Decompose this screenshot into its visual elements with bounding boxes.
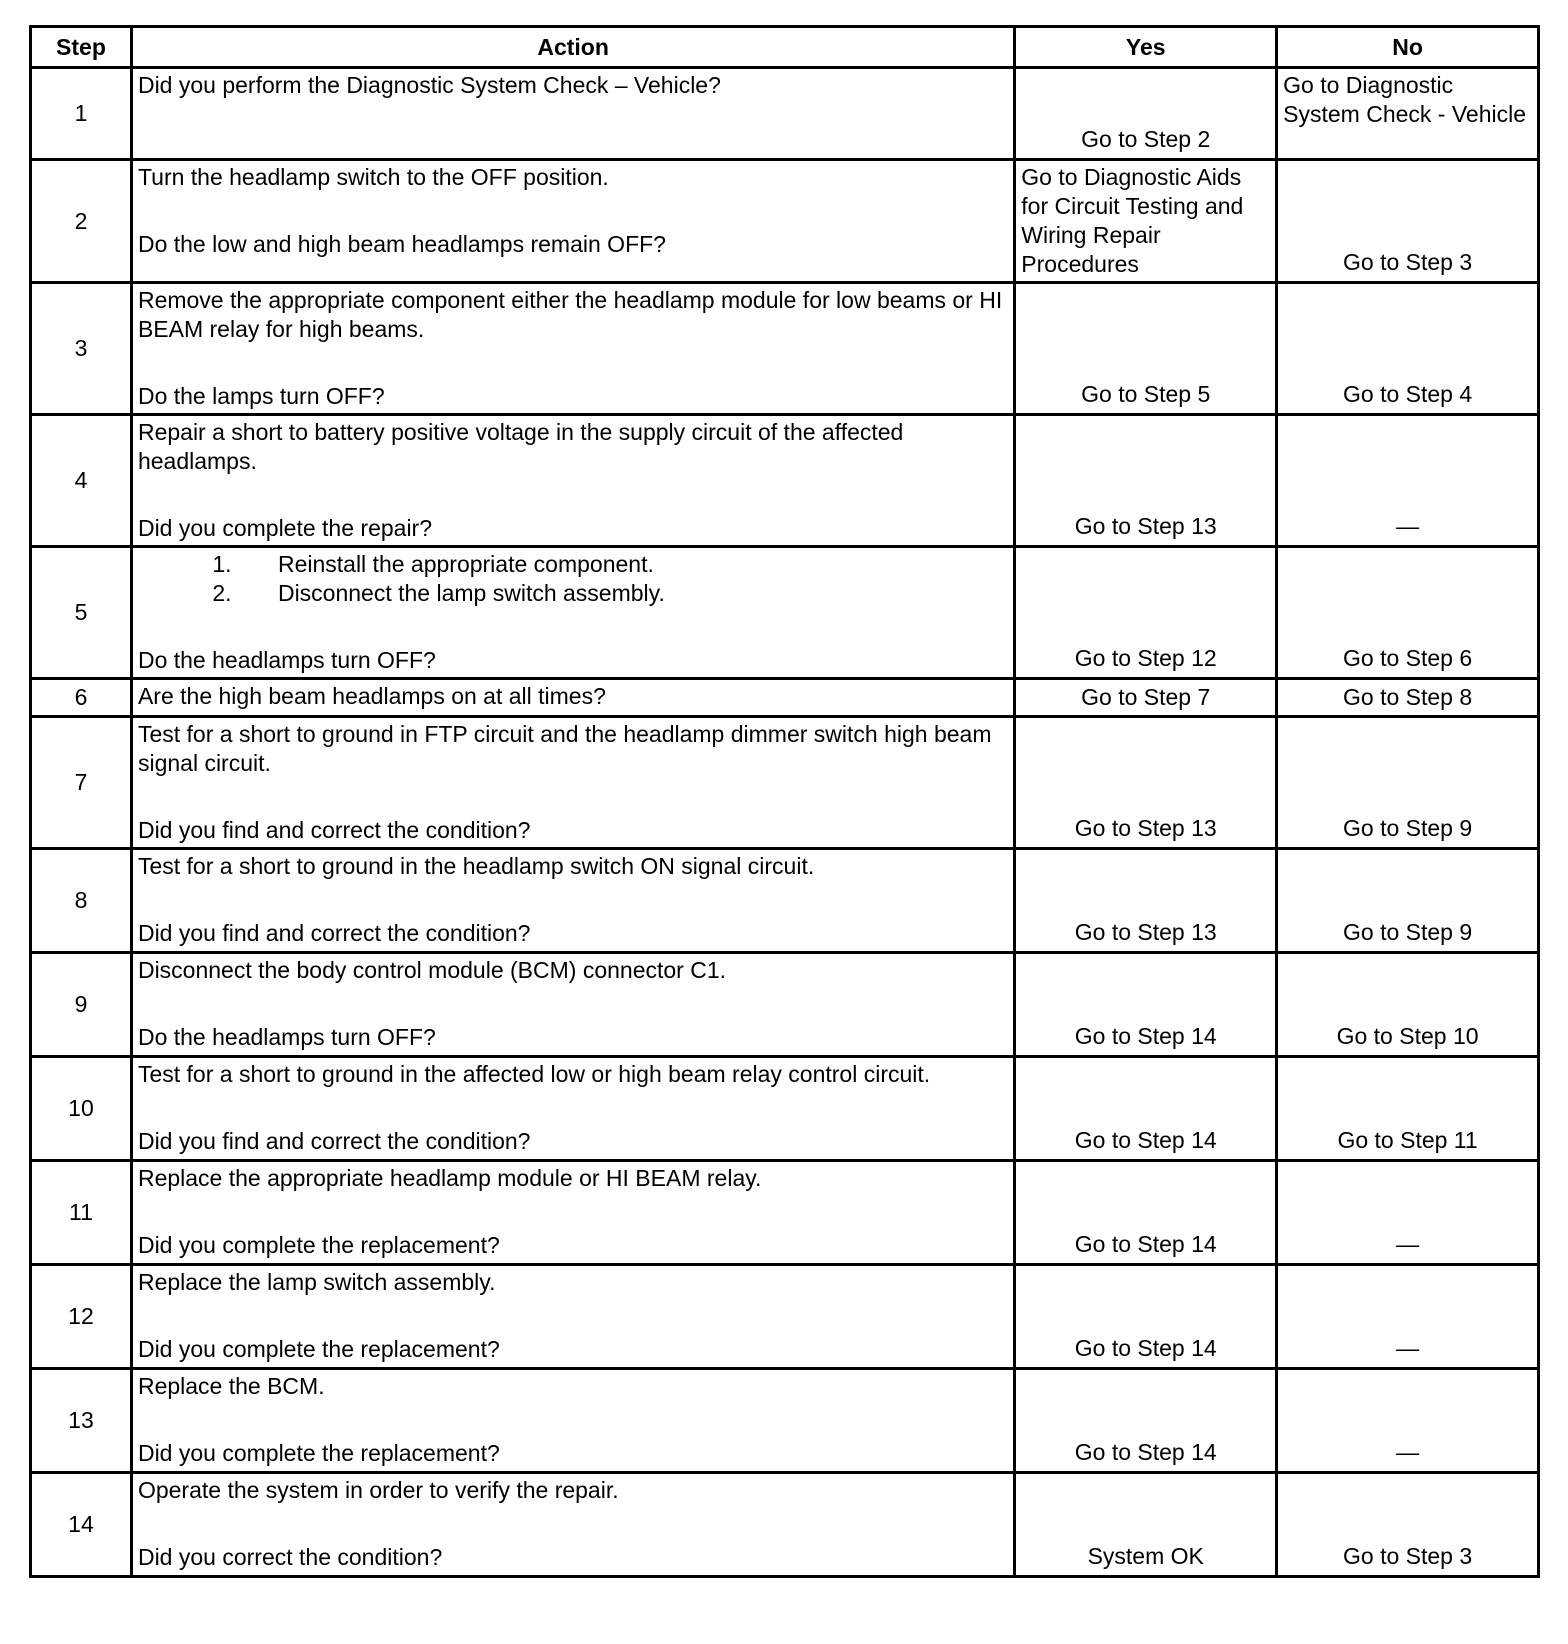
- yes-cell: Go to Step 14: [1015, 1265, 1277, 1369]
- table-row: [31, 1161, 1539, 1265]
- action-cell: [131, 953, 1014, 1057]
- action-question: Do the lamps turn OFF?: [137, 383, 385, 409]
- yes-cell: Go to Step 14: [1015, 1161, 1277, 1265]
- action-instruction: Did you perform the Diagnostic System Check – Vehicle?: [137, 72, 721, 98]
- no-cell: Go to Step 3: [1277, 1473, 1539, 1577]
- table-row: [31, 849, 1539, 953]
- yes-cell: Go to Step 14: [1015, 1369, 1277, 1473]
- yes-cell: Go to Step 2: [1015, 68, 1277, 160]
- step-number: 12: [31, 1265, 132, 1369]
- no-cell: —: [1277, 415, 1539, 547]
- step-number: 11: [31, 1161, 132, 1265]
- action-instruction: Are the high beam headlamps on at all times?: [137, 683, 606, 709]
- step-number: 4: [31, 415, 132, 547]
- table-row: [31, 1369, 1539, 1473]
- yes-cell: Go to Step 13: [1015, 849, 1277, 953]
- table-row: [31, 68, 1539, 160]
- yes-cell: Go to Step 14: [1015, 1057, 1277, 1161]
- header-step: Step: [31, 27, 132, 68]
- step-number: 5: [31, 547, 132, 679]
- table-row: [31, 1057, 1539, 1161]
- action-cell: [131, 1265, 1014, 1369]
- no-cell: Go to Step 8: [1277, 679, 1539, 717]
- action-instruction: Remove the appropriate component either the headlamp module for low beams or HI BEAM relay for high beams.: [137, 287, 1003, 342]
- no-cell: —: [1277, 1369, 1539, 1473]
- action-question: Did you correct the condition?: [137, 1544, 443, 1570]
- diagnostic-table: [29, 25, 1540, 1578]
- substep-list: [138, 550, 1007, 608]
- action-question: Do the headlamps turn OFF?: [137, 647, 436, 673]
- step-number: 13: [31, 1369, 132, 1473]
- action-instruction: Test for a short to ground in FTP circuit and the headlamp dimmer switch high beam signal circuit.: [137, 721, 992, 776]
- step-number: 7: [31, 717, 132, 849]
- action-question: Did you complete the replacement?: [137, 1232, 500, 1258]
- table-row: [31, 717, 1539, 849]
- step-number: 6: [31, 679, 132, 717]
- step-number: 2: [31, 160, 132, 283]
- header-yes: Yes: [1015, 27, 1277, 68]
- action-instruction: Repair a short to battery positive voltage in the supply circuit of the affected headlamps.: [137, 419, 904, 474]
- action-question: Did you find and correct the condition?: [137, 920, 531, 946]
- action-question: Did you complete the replacement?: [137, 1336, 500, 1362]
- action-cell: [131, 283, 1014, 415]
- step-number: 10: [31, 1057, 132, 1161]
- header-row: [31, 27, 1539, 68]
- action-question: Do the headlamps turn OFF?: [137, 1024, 436, 1050]
- header-action: Action: [131, 27, 1014, 68]
- no-cell: Go to Step 4: [1277, 283, 1539, 415]
- action-instruction: Replace the BCM.: [137, 1373, 325, 1399]
- action-question: Did you find and correct the condition?: [137, 1128, 531, 1154]
- step-number: 1: [31, 68, 132, 160]
- step-number: 14: [31, 1473, 132, 1577]
- action-instruction: Operate the system in order to verify the repair.: [137, 1477, 619, 1503]
- table-row: [31, 1473, 1539, 1577]
- yes-cell: Go to Step 13: [1015, 717, 1277, 849]
- action-question: Did you find and correct the condition?: [137, 817, 531, 843]
- no-cell: Go to Step 11: [1277, 1057, 1539, 1161]
- table-row: [31, 415, 1539, 547]
- action-instruction: Test for a short to ground in the headlamp switch ON signal circuit.: [137, 853, 815, 879]
- table-row: [31, 953, 1539, 1057]
- action-cell: [131, 1161, 1014, 1265]
- no-cell: Go to Step 6: [1277, 547, 1539, 679]
- no-cell: Go to Diagnostic System Check - Vehicle: [1277, 68, 1539, 160]
- action-cell: [131, 547, 1014, 679]
- action-cell: [131, 160, 1014, 283]
- action-question: Did you complete the replacement?: [137, 1440, 500, 1466]
- action-cell: [131, 1369, 1014, 1473]
- action-question: Do the low and high beam headlamps remain OFF?: [137, 231, 666, 257]
- yes-cell: Go to Step 12: [1015, 547, 1277, 679]
- yes-cell: System OK: [1015, 1473, 1277, 1577]
- action-cell: [131, 679, 1014, 717]
- yes-cell: Go to Step 7: [1015, 679, 1277, 717]
- substep-item: 2. Disconnect the lamp switch assembly.: [238, 579, 1007, 608]
- action-question: Did you complete the repair?: [137, 515, 433, 541]
- action-instruction: Replace the appropriate headlamp module or HI BEAM relay.: [137, 1165, 762, 1191]
- action-cell: [131, 415, 1014, 547]
- header-no: No: [1277, 27, 1539, 68]
- no-cell: Go to Step 9: [1277, 717, 1539, 849]
- no-cell: —: [1277, 1161, 1539, 1265]
- action-cell: [131, 1057, 1014, 1161]
- step-number: 9: [31, 953, 132, 1057]
- diagnostic-table-page: [29, 25, 1540, 1578]
- no-cell: Go to Step 9: [1277, 849, 1539, 953]
- table-row: [31, 547, 1539, 679]
- action-instruction: Turn the headlamp switch to the OFF position.: [137, 164, 609, 190]
- table-row: [31, 679, 1539, 717]
- yes-cell: Go to Step 14: [1015, 953, 1277, 1057]
- no-cell: Go to Step 3: [1277, 160, 1539, 283]
- table-row: [31, 1265, 1539, 1369]
- no-cell: Go to Step 10: [1277, 953, 1539, 1057]
- step-number: 8: [31, 849, 132, 953]
- action-cell: [131, 68, 1014, 160]
- yes-cell: Go to Diagnostic Aids for Circuit Testing and Wiring Repair Procedures: [1015, 160, 1277, 283]
- action-cell: [131, 1473, 1014, 1577]
- no-cell: —: [1277, 1265, 1539, 1369]
- table-row: [31, 160, 1539, 283]
- substep-item: 1. Reinstall the appropriate component.: [238, 550, 1007, 579]
- yes-cell: Go to Step 13: [1015, 415, 1277, 547]
- action-instruction: Replace the lamp switch assembly.: [137, 1269, 496, 1295]
- step-number: 3: [31, 283, 132, 415]
- table-row: [31, 283, 1539, 415]
- action-instruction: Test for a short to ground in the affected low or high beam relay control circuit.: [137, 1061, 931, 1087]
- action-instruction: Disconnect the body control module (BCM) connector C1.: [137, 957, 727, 983]
- action-cell: [131, 717, 1014, 849]
- yes-cell: Go to Step 5: [1015, 283, 1277, 415]
- action-cell: [131, 849, 1014, 953]
